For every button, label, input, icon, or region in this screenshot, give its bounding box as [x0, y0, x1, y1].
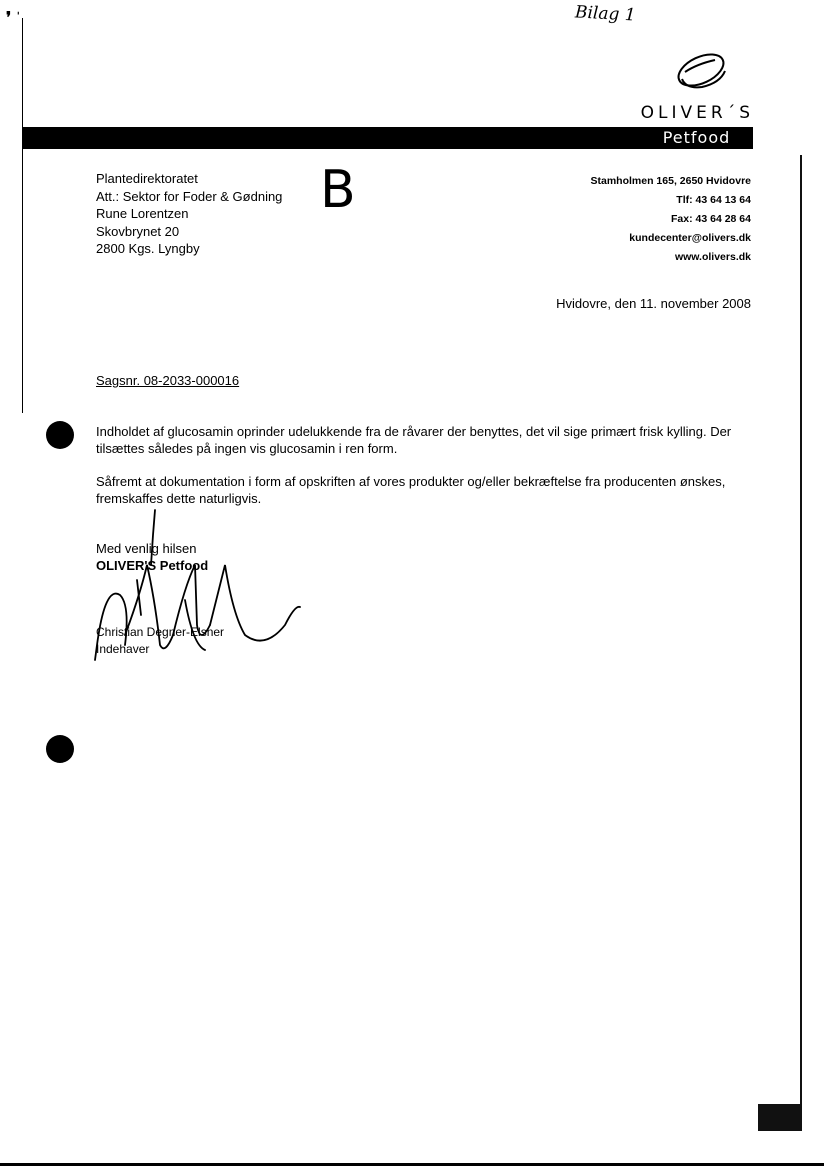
sender-website: www.olivers.dk — [674, 251, 751, 263]
recipient-address — [96, 170, 282, 258]
sender-phone: Tlf: 43 64 13 64 — [676, 194, 751, 206]
brand-name: OLIVER´S — [640, 103, 754, 123]
closing-company: OLIVER'S Petfood — [96, 558, 209, 573]
scan-edge-line-right — [800, 155, 802, 1115]
punch-hole-top — [46, 421, 74, 449]
body-paragraph: Indholdet af glucosamin oprinder udelukkende fra de råvarer der benyttes, det vil sige primært frisk kylling. Der tilsættes således på ingen vis glucosamin i ren form. — [96, 424, 732, 456]
scan-corner-block — [758, 1104, 802, 1131]
scan-mark: ❜ ˈ — [6, 10, 21, 27]
handwritten-signature — [85, 505, 315, 670]
recipient-line: Att.: Sektor for Foder & Gødning — [96, 188, 283, 204]
letter-marker: B — [320, 160, 356, 220]
signer-title: Indehaver — [96, 642, 150, 656]
closing-greeting: Med venlig hilsen — [96, 541, 197, 556]
scan-edge-line-left — [22, 18, 23, 413]
date-line: Hvidovre, den 11. november 2008 — [556, 296, 751, 311]
scan-edge-line-bottom — [0, 1163, 824, 1166]
handwritten-note: Bilag 1 — [574, 2, 637, 26]
recipient-line: Rune Lorentzen — [96, 206, 189, 221]
brand-subtitle: Petfood — [662, 128, 731, 147]
recipient-line: Plantedirektoratet — [96, 171, 198, 186]
sender-contact — [591, 172, 752, 267]
punch-hole-bottom — [46, 735, 74, 763]
bowl-logo-icon — [673, 42, 729, 94]
sender-fax: Fax: 43 64 28 64 — [671, 213, 751, 225]
body-paragraph: Såfremt at dokumentation i form af opskriften af vores produkter og/eller bekræftelse fra producenten ønskes, fremskaffes dette naturligvis. — [96, 474, 726, 506]
signer-name: Christian Degner-Elsner — [96, 625, 225, 639]
case-reference: Sagsnr. 08-2033-000016 — [96, 373, 240, 388]
recipient-line: Skovbrynet 20 — [96, 223, 180, 239]
sender-email: kundecenter@olivers.dk — [629, 232, 751, 244]
sender-address: Stamholmen 165, 2650 Hvidovre — [590, 175, 751, 187]
recipient-line: 2800 Kgs. Lyngby — [96, 241, 200, 256]
